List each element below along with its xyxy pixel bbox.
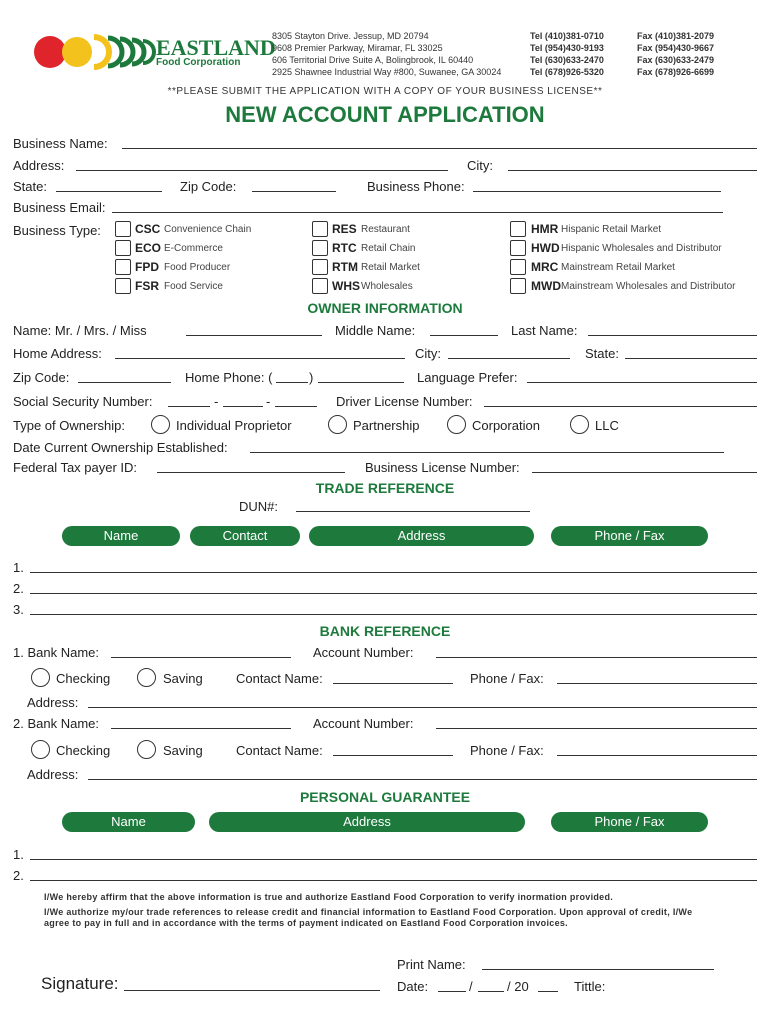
affirm-text (44, 892, 714, 930)
tax-id-label: Federal Tax payer ID: (13, 460, 138, 475)
owner-section-title: OWNER INFORMATION (307, 300, 463, 316)
date-year-prefix: / 20 (507, 979, 529, 994)
bank1-name-label: 1. Bank Name: (13, 645, 99, 660)
type-code: WHS (332, 279, 360, 293)
col-phone-fax: Phone / Fax (551, 526, 708, 546)
tel-line: Tel (410)381-0710 (530, 31, 604, 41)
owner-name-field[interactable] (186, 335, 322, 336)
date-established-label: Date Current Ownership Established: (13, 440, 228, 455)
bank1-contact-field[interactable] (333, 683, 453, 684)
radio-individual[interactable] (151, 415, 170, 434)
language-field[interactable] (527, 382, 757, 383)
middle-name-label: Middle Name: (335, 323, 416, 338)
business-email-label: Business Email: (13, 200, 106, 215)
ownership-option: LLC (595, 418, 619, 433)
business-license-field[interactable] (532, 472, 757, 473)
bank1-account-label: Account Number: (313, 645, 414, 660)
type-code: HWD (531, 241, 560, 255)
bank2-address-label: Address: (27, 767, 79, 782)
address-line: 2925 Shawnee Industrial Way #800, Suwanee, GA 30024 (272, 67, 502, 77)
ssn-label: Social Security Number: (13, 394, 153, 409)
type-desc: Hispanic Retail Market (561, 224, 662, 235)
radio-llc[interactable] (570, 415, 589, 434)
owner-city-label: City: (415, 346, 441, 361)
ssn-dash: - (214, 394, 219, 409)
bank2-radio-checking[interactable] (31, 740, 50, 759)
bank2-phone-field[interactable] (557, 755, 757, 756)
trade-row-number: 3. (13, 602, 24, 617)
checkbox-fpd[interactable] (115, 259, 131, 275)
tel-block (530, 30, 604, 78)
type-code: RTM (332, 260, 358, 274)
date-established-field[interactable] (250, 452, 724, 453)
address-label: Address: (13, 158, 65, 173)
fax-line: Fax (410)381-2079 (637, 31, 715, 41)
address-line: 606 Territorial Drive Suite A, Bolingbrook, IL 60440 (272, 55, 474, 65)
signature-label: Signature: (41, 974, 119, 993)
state-label: State: (13, 179, 47, 194)
type-desc: Retail Market (361, 262, 420, 273)
tax-id-field[interactable] (157, 472, 345, 473)
date-day-field[interactable] (478, 991, 504, 992)
ssn-field-3[interactable] (275, 406, 317, 407)
type-desc: Mainstream Retail Market (561, 262, 675, 273)
ownership-option: Partnership (353, 418, 420, 433)
type-desc: Food Service (164, 281, 223, 292)
ownership-option: Individual Proprietor (176, 418, 292, 433)
print-name-label: Print Name: (397, 957, 466, 972)
address-line: 9608 Premier Parkway, Miramar, FL 33025 (272, 43, 443, 53)
driver-license-field[interactable] (484, 406, 757, 407)
type-desc: Convenience Chain (164, 224, 252, 235)
col-phone-fax: Phone / Fax (551, 812, 708, 832)
type-code: HMR (531, 222, 559, 236)
trade-row-number: 1. (13, 560, 24, 575)
checkbox-mrc[interactable] (510, 259, 526, 275)
date-label: Date: (397, 979, 429, 994)
zip-label: Zip Code: (180, 179, 237, 194)
checkbox-eco[interactable] (115, 240, 131, 256)
ownership-option: Corporation (472, 418, 540, 433)
date-year-field[interactable] (538, 991, 558, 992)
bank2-name-label: 2. Bank Name: (13, 716, 99, 731)
address-line: 8305 Stayton Drive. Jessup, MD 20794 (272, 31, 429, 41)
checkbox-res[interactable] (312, 221, 328, 237)
guarantee-section-title: PERSONAL GUARANTEE (299, 789, 471, 805)
checkbox-rtc[interactable] (312, 240, 328, 256)
radio-partnership[interactable] (328, 415, 347, 434)
date-month-field[interactable] (438, 991, 466, 992)
trade-row-3-field[interactable] (30, 614, 757, 615)
dun-field[interactable] (296, 511, 530, 512)
checking-label: Checking (56, 743, 111, 758)
logo (32, 34, 276, 70)
bank2-address-field[interactable] (88, 779, 757, 780)
col-name: Name (62, 812, 195, 832)
city-label: City: (467, 158, 493, 173)
owner-zip-label: Zip Code: (13, 370, 70, 385)
business-license-label: Business License Number: (365, 460, 520, 475)
tel-line: Tel (630)633-2470 (530, 55, 604, 65)
dun-label: DUN#: (239, 499, 279, 514)
bank2-name-field[interactable] (111, 728, 291, 729)
language-label: Language Prefer: (417, 370, 518, 385)
logo-brand: EASTLAND (156, 35, 276, 60)
type-desc: Food Producer (164, 262, 231, 273)
type-code: MRC (531, 260, 559, 274)
home-address-field[interactable] (115, 358, 405, 359)
zip-field[interactable] (252, 191, 336, 192)
checkbox-hwd[interactable] (510, 240, 526, 256)
logo-circles-icon (32, 34, 162, 70)
bank2-contact-label: Contact Name: (236, 743, 323, 758)
trade-row-1-field[interactable] (30, 572, 757, 573)
signature-field[interactable] (124, 990, 380, 991)
guarantee-row-number: 1. (13, 847, 24, 862)
bank1-account-field[interactable] (436, 657, 757, 658)
fax-line: Fax (630)633-2479 (637, 55, 715, 65)
business-phone-label: Business Phone: (367, 179, 465, 194)
bank-section-title: BANK REFERENCE (319, 623, 451, 639)
ssn-field-2[interactable] (223, 406, 263, 407)
affirm-paragraph-2: I/We authorize my/our trade references to release credit and financial information to Eastland Food Corporation. Upon approval of credit, I/We agree to pay in full and in accordance with the terms of payment indicated on Eastland Food Corporation invoices. (44, 906, 693, 928)
business-phone-field[interactable] (473, 191, 721, 192)
type-desc: Restaurant (361, 224, 410, 235)
type-code: FPD (135, 260, 159, 274)
checkbox-mwd[interactable] (510, 278, 526, 294)
checkbox-rtm[interactable] (312, 259, 328, 275)
type-desc: Wholesales (361, 281, 413, 292)
bank1-phone-label: Phone / Fax: (470, 671, 544, 686)
owner-name-label: Name: Mr. / Mrs. / Miss (13, 323, 147, 338)
date-separator: / (469, 979, 473, 994)
type-desc: Mainstream Wholesales and Distributor (561, 281, 736, 292)
bank2-radio-saving[interactable] (137, 740, 156, 759)
col-address: Address (209, 812, 525, 832)
home-phone-field[interactable] (318, 382, 404, 383)
fax-line: Fax (678)926-6699 (637, 67, 715, 77)
title-label: Tittle: (574, 979, 606, 994)
ownership-label: Type of Ownership: (13, 418, 125, 433)
fax-line: Fax (954)430-9667 (637, 43, 715, 53)
bank1-contact-label: Contact Name: (236, 671, 323, 686)
affirm-paragraph-1: I/We hereby affirm that the above information is true and authorize Eastland Food Corporation to verify inormation provided. (44, 892, 614, 902)
bank1-address-field[interactable] (88, 707, 757, 708)
trade-row-2-field[interactable] (30, 593, 757, 594)
home-phone-area-field[interactable] (276, 382, 308, 383)
business-name-label: Business Name: (13, 136, 108, 151)
state-field[interactable] (56, 191, 162, 192)
fax-block (637, 30, 714, 78)
type-desc: Retail Chain (361, 243, 416, 254)
type-desc: Hispanic Wholesales and Distributor (561, 243, 722, 254)
bank1-radio-saving[interactable] (137, 668, 156, 687)
saving-label: Saving (163, 743, 203, 758)
owner-city-field[interactable] (448, 358, 570, 359)
bank2-account-field[interactable] (436, 728, 757, 729)
bank2-account-label: Account Number: (313, 716, 414, 731)
business-name-field[interactable] (122, 148, 757, 149)
col-contact: Contact (190, 526, 300, 546)
col-name: Name (62, 526, 180, 546)
type-desc: E-Commerce (164, 243, 223, 254)
print-name-field[interactable] (482, 969, 714, 970)
type-code: MWD (531, 279, 561, 293)
tel-line: Tel (954)430-9193 (530, 43, 604, 53)
logo-sub: Food Corporation (156, 57, 241, 68)
middle-name-field[interactable] (430, 335, 498, 336)
business-email-field[interactable] (112, 212, 723, 213)
type-code: RES (332, 222, 357, 236)
bank1-name-field[interactable] (111, 657, 291, 658)
business-type-label: Business Type: (13, 223, 101, 238)
last-name-field[interactable] (588, 335, 757, 336)
radio-corporation[interactable] (447, 415, 466, 434)
owner-zip-field[interactable] (78, 382, 171, 383)
bank2-contact-field[interactable] (333, 755, 453, 756)
driver-license-label: Driver License Number: (336, 394, 473, 409)
col-address: Address (309, 526, 534, 546)
guarantee-row-1-field[interactable] (30, 859, 757, 860)
page-title: NEW ACCOUNT APPLICATION (225, 102, 545, 127)
checkbox-whs[interactable] (312, 278, 328, 294)
bank1-address-label: Address: (27, 695, 79, 710)
checking-label: Checking (56, 671, 111, 686)
guarantee-row-2-field[interactable] (30, 880, 757, 881)
bank2-phone-label: Phone / Fax: (470, 743, 544, 758)
city-field[interactable] (508, 170, 757, 171)
checkbox-fsr[interactable] (115, 278, 131, 294)
ssn-dash: - (266, 394, 271, 409)
home-phone-paren: ) (309, 370, 314, 385)
checkbox-csc[interactable] (115, 221, 131, 237)
checkbox-hmr[interactable] (510, 221, 526, 237)
bank1-phone-field[interactable] (557, 683, 757, 684)
ssn-field-1[interactable] (168, 406, 210, 407)
last-name-label: Last Name: (511, 323, 578, 338)
home-address-label: Home Address: (13, 346, 102, 361)
trade-section-title: TRADE REFERENCE (315, 480, 455, 496)
address-field[interactable] (76, 170, 448, 171)
saving-label: Saving (163, 671, 203, 686)
address-block (272, 30, 501, 78)
bank1-radio-checking[interactable] (31, 668, 50, 687)
type-code: RTC (332, 241, 357, 255)
home-phone-label: Home Phone: ( (185, 370, 273, 385)
tel-line: Tel (678)926-5320 (530, 67, 604, 77)
trade-row-number: 2. (13, 581, 24, 596)
owner-state-field[interactable] (625, 358, 757, 359)
type-code: FSR (135, 279, 159, 293)
type-code: CSC (135, 222, 161, 236)
guarantee-row-number: 2. (13, 868, 24, 883)
license-notice: **PLEASE SUBMIT THE APPLICATION WITH A COPY OF YOUR BUSINESS LICENSE** (167, 86, 603, 97)
owner-state-label: State: (585, 346, 619, 361)
type-code: ECO (135, 241, 162, 255)
